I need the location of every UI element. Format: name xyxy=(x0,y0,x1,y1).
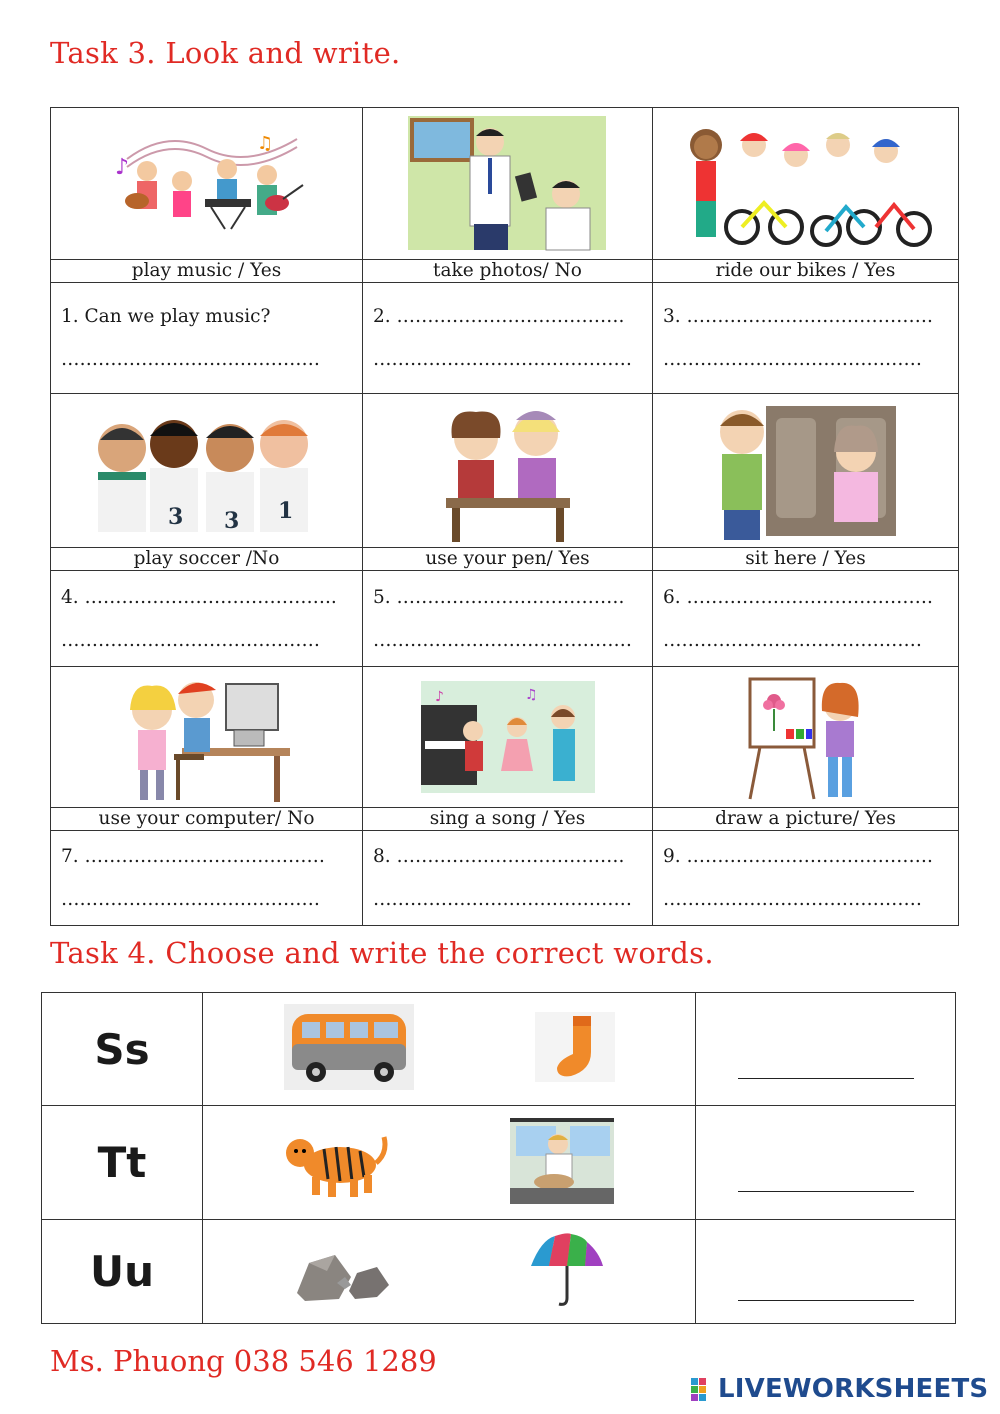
answer-cell-1[interactable] xyxy=(51,306,362,370)
answer-line-9[interactable]: …………………………………… xyxy=(663,889,922,910)
play-music-picture xyxy=(51,108,362,259)
svg-text:1: 1 xyxy=(277,497,293,524)
answer-line-1[interactable]: …………………………………… xyxy=(61,349,320,370)
liveworksheets-logo[interactable] xyxy=(690,1374,988,1404)
answer-cell-6[interactable] xyxy=(653,587,958,651)
sit-here-picture xyxy=(653,394,958,547)
tiger-icon xyxy=(284,1123,388,1203)
label-sing-song: sing a song / Yes xyxy=(363,808,653,831)
label-play-soccer: play soccer /No xyxy=(51,548,363,571)
answer-blank-tt[interactable] xyxy=(738,1151,914,1192)
rocks-icon xyxy=(291,1237,391,1307)
label-play-music: play music / Yes xyxy=(51,260,363,283)
sock-icon xyxy=(535,1012,615,1086)
answer-line-5[interactable]: …………………………………… xyxy=(373,629,632,651)
answer-line-8[interactable]: …………………………………… xyxy=(373,889,632,910)
author-contact: Ms. Phuong 038 546 1289 xyxy=(50,1344,437,1378)
svg-text:♫: ♫ xyxy=(256,132,273,154)
question-2[interactable]: 2. ………………………………. xyxy=(373,306,625,327)
label-ride-bikes: ride our bikes / Yes xyxy=(653,260,959,283)
label-use-computer: use your computer/ No xyxy=(51,808,363,831)
answer-cell-7[interactable] xyxy=(51,846,362,910)
label-sit-here: sit here / Yes xyxy=(653,548,959,571)
question-3[interactable]: 3. …………………………………. xyxy=(663,306,933,327)
question-4[interactable]: 4. ………………………………….. xyxy=(61,586,337,608)
svg-text:♪: ♪ xyxy=(114,154,129,180)
answer-line-4[interactable]: …………………………………… xyxy=(61,629,320,651)
play-soccer-picture xyxy=(51,394,362,547)
answer-line-7[interactable]: …………………………………… xyxy=(61,889,320,910)
letter-uu: Uu xyxy=(42,1220,203,1324)
ride-bikes-picture xyxy=(653,108,958,259)
live-logo-icon xyxy=(690,1376,716,1402)
answer-line-6[interactable]: …………………………………… xyxy=(663,629,922,651)
letter-ss: Ss xyxy=(42,993,203,1106)
svg-text:♪: ♪ xyxy=(434,689,444,705)
answer-blank-uu[interactable] xyxy=(738,1260,914,1301)
answer-line-3[interactable]: …………………………………… xyxy=(663,349,922,370)
answer-cell-8[interactable] xyxy=(363,846,652,910)
use-pen-picture xyxy=(363,394,652,547)
letter-tt: Tt xyxy=(42,1106,203,1220)
logo-text: LIVEWORKSHEETS xyxy=(718,1374,989,1404)
answer-cell-5[interactable] xyxy=(363,587,652,651)
draw-picture-picture xyxy=(653,667,958,807)
answer-cell-4[interactable] xyxy=(51,587,362,651)
answer-cell-2[interactable] xyxy=(363,306,652,370)
question-5[interactable]: 5. ………………………………. xyxy=(373,586,625,608)
question-9[interactable]: 9. …………………………………. xyxy=(663,846,933,867)
question-1: 1. Can we play music? xyxy=(61,306,271,327)
answer-cell-3[interactable] xyxy=(653,306,958,370)
question-7[interactable]: 7. ………………………………… xyxy=(61,846,326,867)
svg-text:3: 3 xyxy=(167,503,183,530)
svg-text:3: 3 xyxy=(223,507,239,534)
van-icon xyxy=(284,1004,414,1094)
task4-table xyxy=(41,992,956,1324)
answer-cell-9[interactable] xyxy=(653,846,958,910)
label-take-photos: take photos/ No xyxy=(363,260,653,283)
answer-line-2[interactable]: …………………………………… xyxy=(373,349,632,370)
use-computer-picture xyxy=(51,667,362,807)
label-draw-picture: draw a picture/ Yes xyxy=(653,808,959,831)
umbrella-icon xyxy=(527,1230,607,1314)
take-photos-picture xyxy=(363,108,652,259)
task3-table xyxy=(50,107,959,926)
sing-song-picture xyxy=(363,667,652,807)
question-8[interactable]: 8. ………………………………. xyxy=(373,846,625,867)
task3-title: Task 3. Look and write. xyxy=(50,36,401,70)
vet-icon xyxy=(510,1118,614,1208)
svg-text:♫: ♫ xyxy=(524,687,538,703)
question-6[interactable]: 6. …………………………………. xyxy=(663,586,933,608)
label-use-pen: use your pen/ Yes xyxy=(363,548,653,571)
task4-title: Task 4. Choose and write the correct words. xyxy=(50,936,714,970)
answer-blank-ss[interactable] xyxy=(738,1038,914,1079)
